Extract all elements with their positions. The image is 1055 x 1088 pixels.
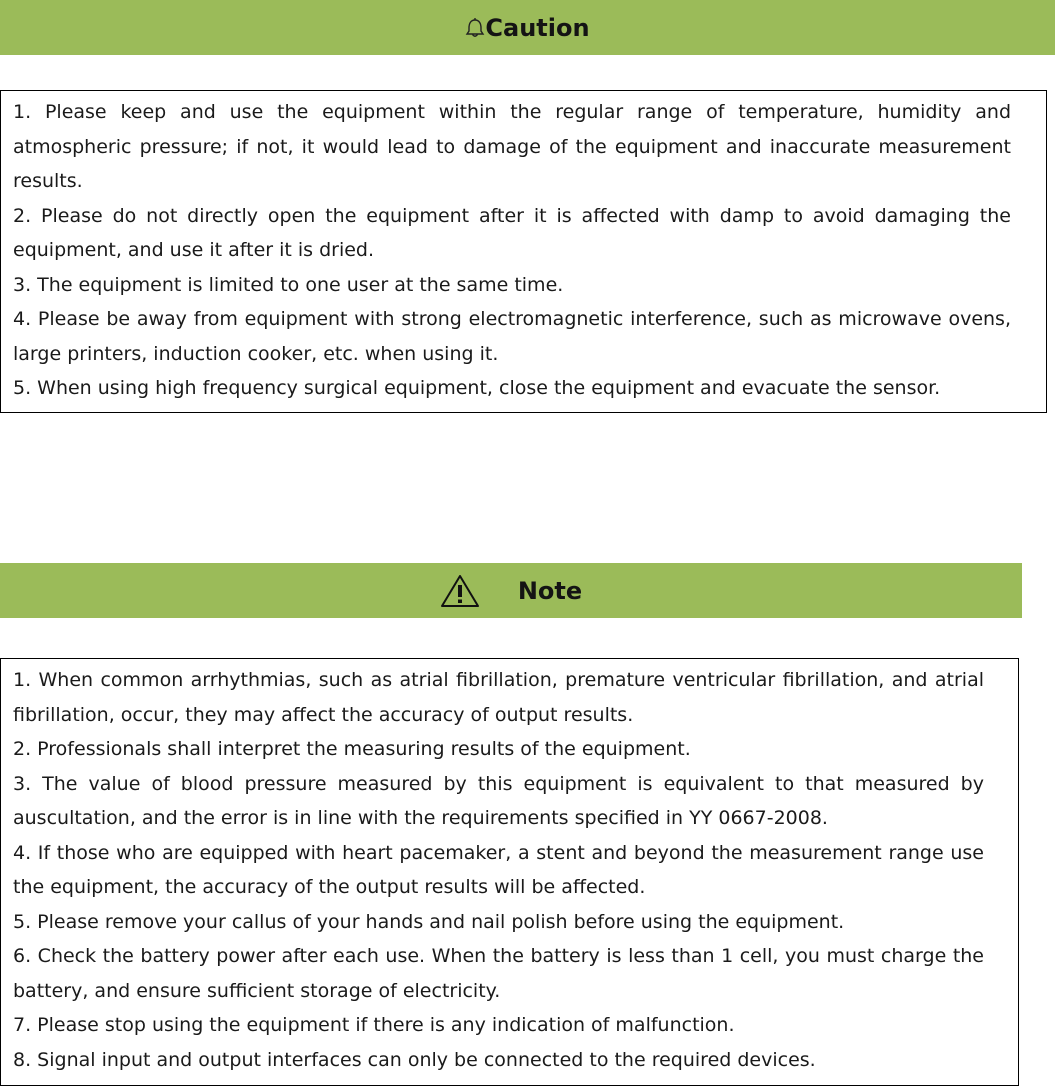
bell-icon [465,17,485,39]
note-item: 3. The value of blood pressure measured by this equipment is equivalent to that measured by auscultation, and the error is in line with the requirements specified in YY 0667-2008. [13,772,984,829]
note-item: 4. If those who are equipped with heart pacemaker, a stent and beyond the measurement range use the equipment, the accuracy of the output results will be affected. [13,841,984,898]
note-item: 7. Please stop using the equipment if there is any indication of malfunction. [13,1014,735,1036]
caution-item: 1. Please keep and use the equipment within the regular range of temperature, humidity and atmospheric pressure; if not, it would lead to damage of the equipment and inaccurate measurement results. [13,101,1011,192]
warning-triangle-icon [440,574,480,608]
note-item: 1. When common arrhythmias, such as atrial fibrillation, premature ventricular fibrillation, and atrial fibrillation, occur, they may affect the accuracy of output results. [13,669,984,726]
caution-item: 5. When using high frequency surgical equipment, close the equipment and evacuate the sensor. [13,377,941,399]
note-item: 8. Signal input and output interfaces can only be connected to the required devices. [13,1048,816,1071]
caution-item: 4. Please be away from equipment with strong electromagnetic interference, such as microwave ovens, large printers, induction cooker, etc. when using it. [13,308,1011,365]
caution-item: 2. Please do not directly open the equipment after it is affected with damp to avoid damaging the equipment, and use it after it is dried. [13,204,1011,261]
caution-banner [0,0,1055,55]
note-item: 2. Professionals shall interpret the measuring results of the equipment. [13,738,691,760]
note-banner [0,563,1022,618]
note-item: 6. Check the battery power after each use. When the battery is less than 1 cell, you must charge the battery, and ensure sufficient storage of electricity. [13,945,984,1002]
note-item: 5. Please remove your callus of your hands and nail polish before using the equipment. [13,910,845,933]
caution-list [0,90,1047,413]
note-title: Note [517,576,583,605]
caution-item: 3. The equipment is limited to one user at the same time. [13,273,564,296]
caution-title: Caution [485,13,590,42]
note-list [0,658,1019,1086]
